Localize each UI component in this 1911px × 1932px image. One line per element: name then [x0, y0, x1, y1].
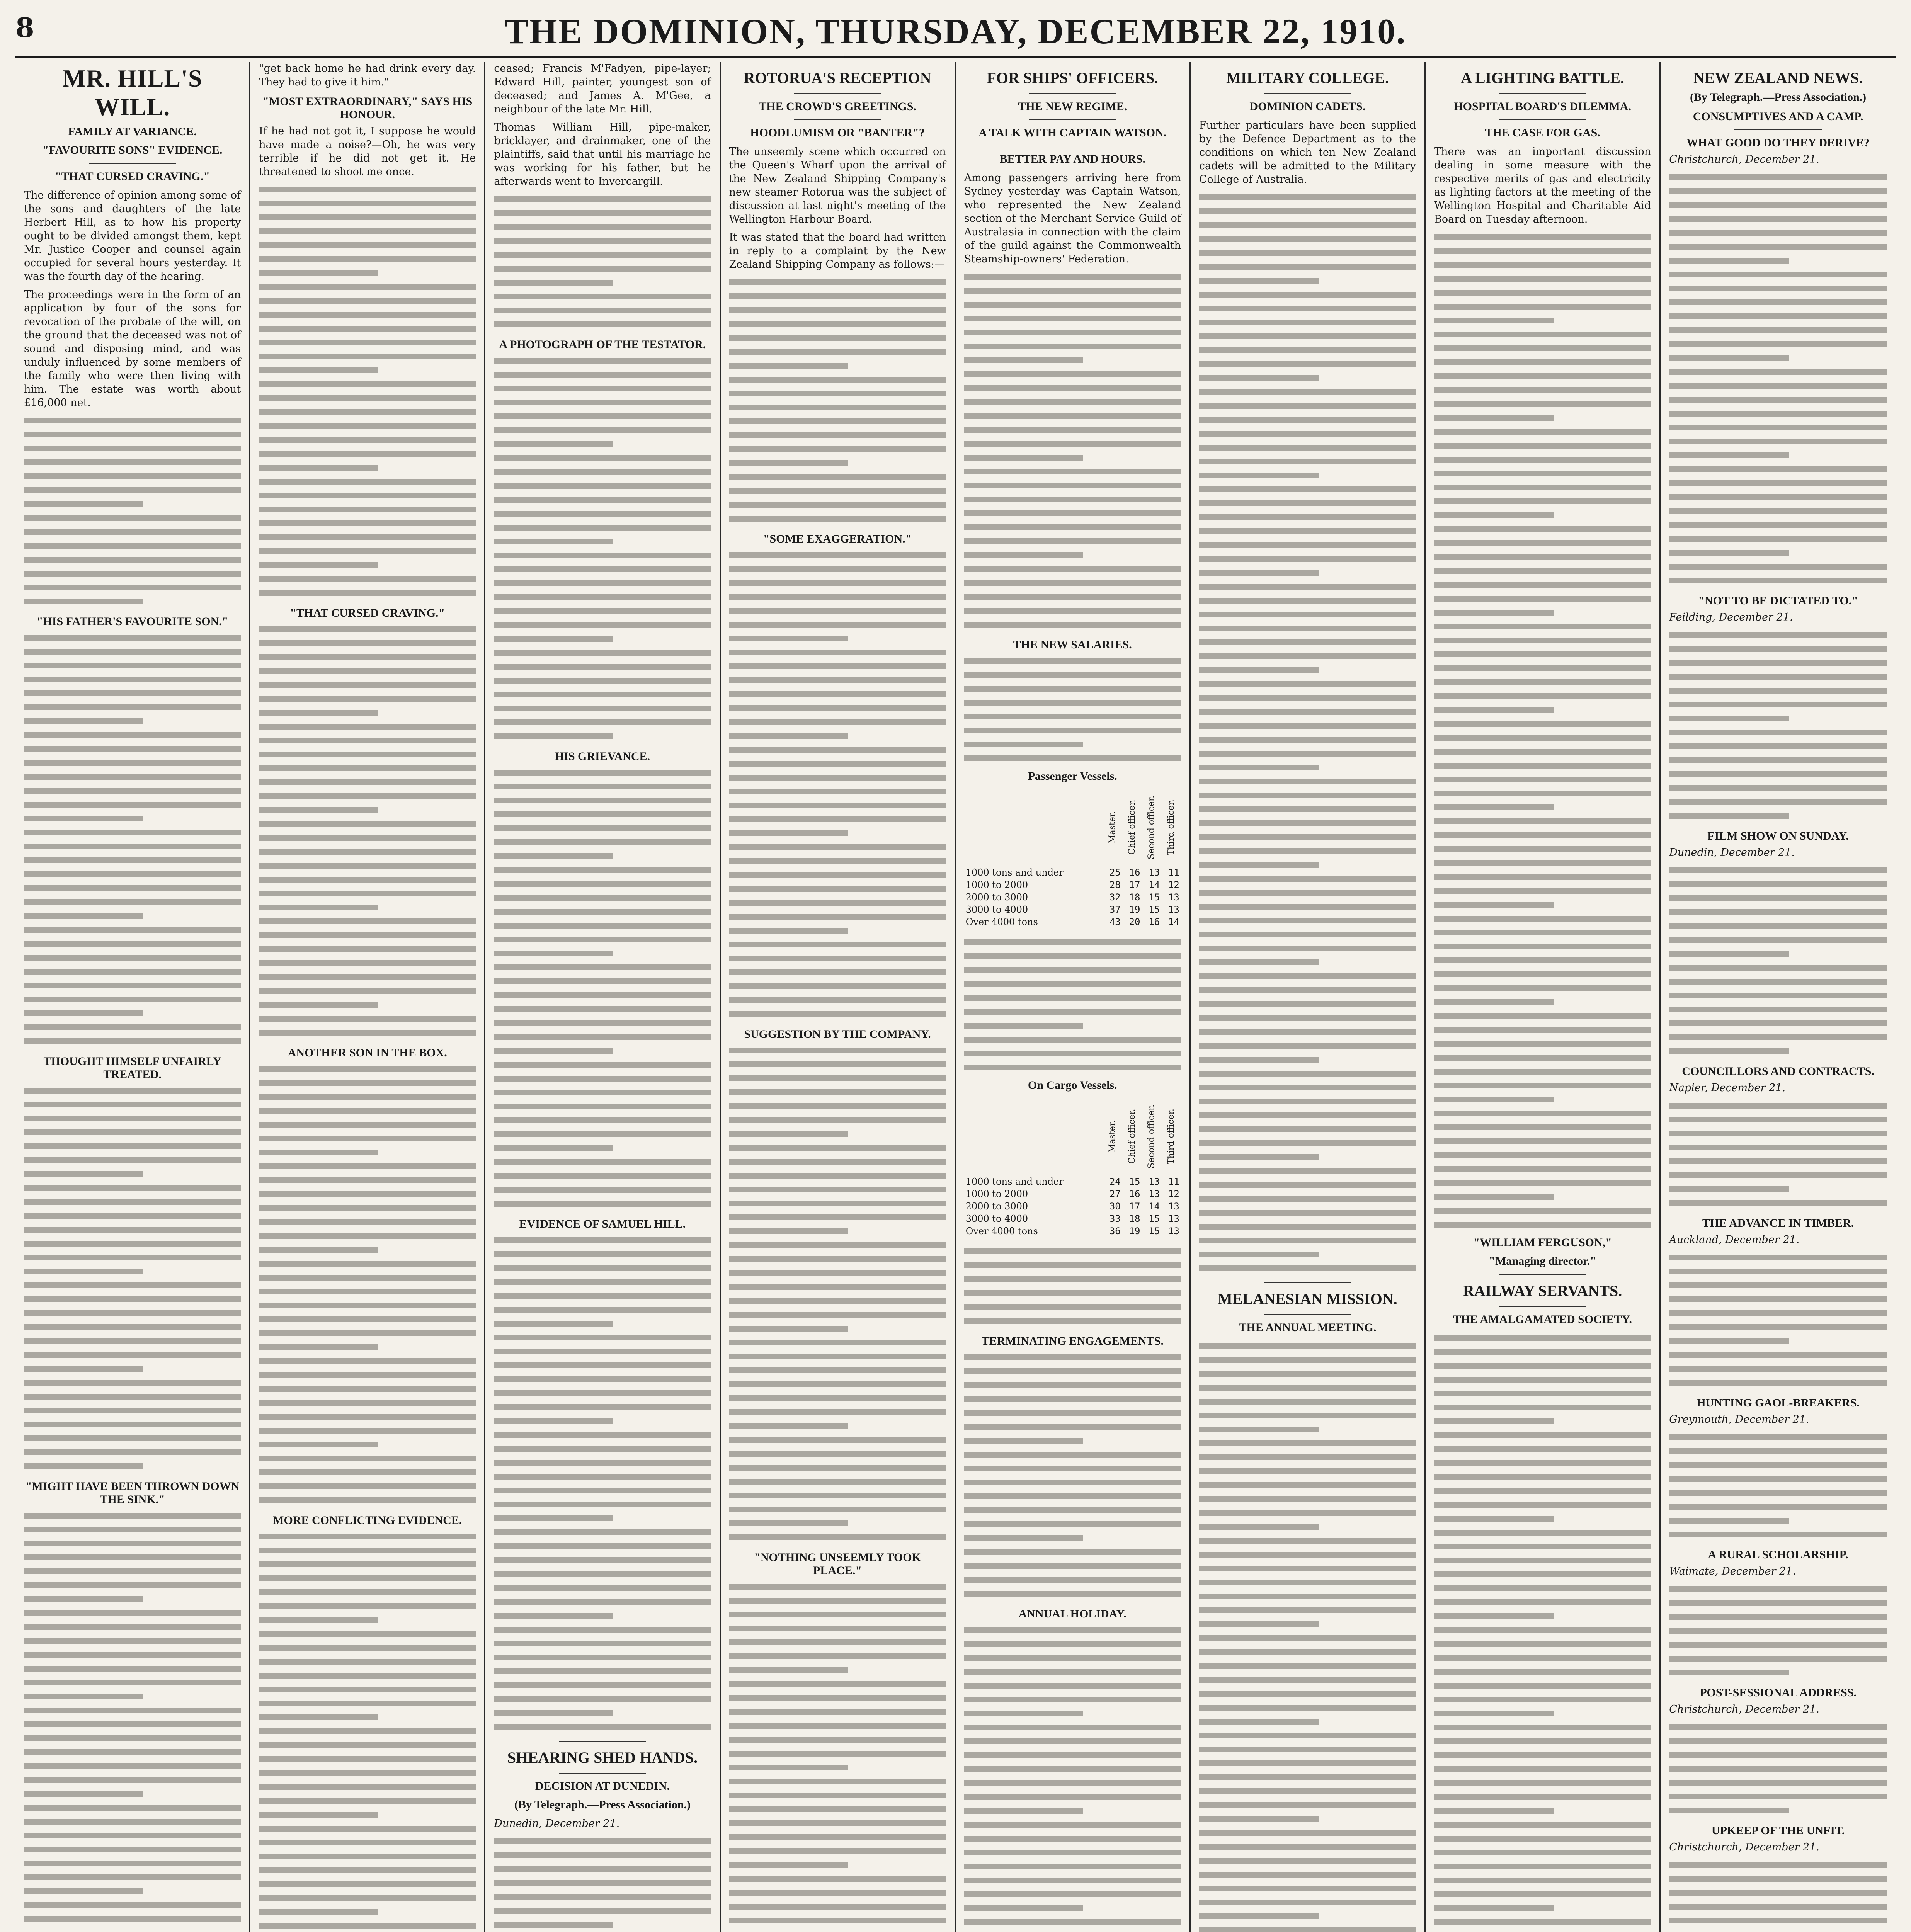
table-row-label: Over 4000 tons	[965, 1226, 1038, 1236]
body-text-lines	[1669, 171, 1887, 588]
body-text-lines	[1669, 1251, 1887, 1390]
table-col-header: Second officer.	[1147, 1104, 1157, 1168]
table-cell: 17	[1129, 1201, 1140, 1212]
table-cell: 16	[1129, 1189, 1140, 1199]
body-text-lines	[964, 1624, 1181, 1930]
section-heading: TERMINATING ENGAGEMENTS.	[981, 1335, 1164, 1347]
body-text-lines	[259, 1063, 476, 1508]
headline: RAILWAY SERVANTS.	[1463, 1282, 1622, 1299]
column-3	[485, 62, 720, 1932]
table-row	[964, 1175, 1181, 1188]
table-cell: 30	[1109, 1201, 1121, 1212]
table-cell: 17	[1129, 879, 1140, 890]
masthead-title: THE DOMINION, THURSDAY, DECEMBER 22, 1910.	[504, 12, 1407, 51]
body-text-lines	[729, 276, 946, 526]
section-heading: "NOT TO BE DICTATED TO."	[1698, 594, 1858, 607]
paragraph: The difference of opinion among some of the sons and daughters of the late Herbert Hill, as to how his property ought to be divided amongst them, kept Mr. Justice Cooper and counsel again occupied for several hours yesterday. It was the fourth day of the hearing.	[24, 189, 241, 282]
table-cell: 13	[1168, 904, 1179, 915]
table-row-label: 1000 tons and under	[965, 867, 1064, 878]
column-5	[956, 62, 1191, 1932]
body-text-lines	[259, 1530, 476, 1932]
table-col-header: Chief officer.	[1127, 799, 1137, 855]
section-heading: POST-SESSIONAL ADDRESS.	[1700, 1686, 1857, 1699]
table-cell: 13	[1168, 1226, 1179, 1236]
table-col-header: Second officer.	[1147, 795, 1157, 859]
table-row-label: 3000 to 4000	[965, 904, 1028, 915]
headline: MR. HILL'S WILL.	[62, 65, 203, 121]
table-cell: 15	[1149, 1213, 1160, 1224]
section-heading: COUNCILLORS AND CONTRACTS.	[1682, 1065, 1874, 1078]
masthead	[15, 11, 1896, 58]
table-row	[964, 903, 1181, 916]
table-cell: 20	[1129, 917, 1140, 927]
dateline: Auckland, December 21.	[1669, 1234, 1800, 1246]
subhead: DECISION AT DUNEDIN.	[535, 1780, 670, 1793]
paragraph: The unseemly scene which occurred on the Queen's Wharf upon the arrival of the New Zealand Shipping Company's new steamer Rotorua was the subject of discussion at last night's meeting of the Wellington Harbour Board.	[729, 146, 946, 225]
column-2	[250, 62, 485, 1932]
section-heading: EVIDENCE OF SAMUEL HILL.	[519, 1218, 686, 1230]
dateline: Feilding, December 21.	[1669, 611, 1793, 623]
body-text-lines	[1669, 1431, 1887, 1542]
body-text-lines	[729, 1580, 946, 1932]
table-row-label: 1000 tons and under	[965, 1176, 1064, 1187]
body-text-lines	[964, 1351, 1181, 1601]
body-text-lines	[964, 270, 1181, 632]
paragraph: There was an important discussion dealing in some measure with the respective merits of gas and electricity as lighting factors at the meeting of the Wellington Hospital and Charitable Aid Board on Tuesday afternoon.	[1434, 146, 1651, 225]
section-heading: ANNUAL HOLIDAY.	[1018, 1607, 1127, 1620]
table-row-label: 1000 to 2000	[965, 1189, 1028, 1199]
headline: MELANESIAN MISSION.	[1218, 1290, 1397, 1308]
subhead: BETTER PAY AND HOURS.	[999, 153, 1145, 165]
dateline: Christchurch, December 21.	[1669, 1841, 1820, 1853]
section-heading: ANOTHER SON IN THE BOX.	[288, 1046, 447, 1059]
table-cell: 14	[1149, 1201, 1160, 1212]
headline: MILITARY COLLEGE.	[1226, 69, 1389, 87]
section-heading: A PHOTOGRAPH OF THE TESTATOR.	[499, 338, 706, 351]
body-text-lines	[259, 623, 476, 1040]
section-heading: "HIS FATHER'S FAVOURITE SON."	[36, 615, 228, 628]
table-cell: 13	[1149, 867, 1160, 878]
table-col-header: Master.	[1107, 811, 1117, 844]
headline: NEW ZEALAND NEWS.	[1693, 69, 1863, 87]
subhead: THE CASE FOR GAS.	[1485, 126, 1600, 139]
dateline: Dunedin, December 21.	[1669, 847, 1795, 859]
signature-title: "Managing director."	[1489, 1255, 1596, 1267]
table-title: On Cargo Vessels.	[1028, 1079, 1117, 1092]
body-text-lines	[494, 354, 711, 744]
column-8	[1661, 62, 1896, 1932]
section-heading: "MOST EXTRAORDINARY," SAYS HIS HONOUR.	[262, 95, 473, 121]
credit-line: (By Telegraph.—Press Association.)	[1690, 91, 1867, 104]
dateline: Dunedin, December 21.	[494, 1818, 620, 1830]
table-cell: 24	[1109, 1176, 1121, 1187]
subhead: THE CROWD'S GREETINGS.	[759, 100, 916, 113]
table-col-header: Master.	[1107, 1120, 1117, 1153]
section-heading: HIS GRIEVANCE.	[555, 750, 650, 763]
table-row	[964, 866, 1181, 879]
table-cell: 16	[1129, 867, 1140, 878]
table-cell: 11	[1168, 1176, 1179, 1187]
subhead: THE NEW REGIME.	[1018, 100, 1127, 113]
subhead: A TALK WITH CAPTAIN WATSON.	[978, 126, 1167, 139]
table-cell: 36	[1109, 1226, 1121, 1236]
table-row-label: Over 4000 tons	[965, 917, 1038, 927]
section-heading: FILM SHOW ON SUNDAY.	[1707, 830, 1849, 842]
body-text-lines	[964, 655, 1181, 766]
section-heading: MORE CONFLICTING EVIDENCE.	[273, 1514, 462, 1527]
table-cell: 15	[1129, 1176, 1140, 1187]
table-cell: 11	[1168, 867, 1179, 878]
section-heading: "MIGHT HAVE BEEN THROWN DOWN THE SINK."	[25, 1480, 240, 1506]
table-cell: 28	[1109, 879, 1121, 890]
table-cell: 15	[1149, 1226, 1160, 1236]
table-row	[964, 1213, 1181, 1225]
body-text-lines	[1669, 864, 1887, 1059]
page-number: 8	[15, 12, 34, 44]
table-cell: 13	[1168, 1213, 1179, 1224]
body-text-lines	[24, 1509, 241, 1927]
table-row-label: 2000 to 3000	[965, 1201, 1028, 1212]
table-cell: 43	[1109, 917, 1121, 927]
body-text-lines	[1669, 629, 1887, 823]
body-text-lines	[494, 766, 711, 1211]
section-heading: UPKEEP OF THE UNFIT.	[1711, 1824, 1845, 1837]
column-7	[1426, 62, 1661, 1932]
table-cell: 14	[1168, 917, 1179, 927]
table-col-header: Chief officer.	[1127, 1109, 1137, 1164]
section-heading: CONSUMPTIVES AND A CAMP.	[1693, 110, 1863, 123]
headline: A LIGHTING BATTLE.	[1461, 69, 1624, 87]
table-cell: 13	[1149, 1176, 1160, 1187]
headline: SHEARING SHED HANDS.	[507, 1749, 698, 1766]
table-col-header: Third officer.	[1166, 799, 1176, 855]
paragraph: Among passengers arriving here from Sydney yesterday was Captain Watson, who represented the New Zealand section of the Merchant Service Guild of Australasia in connection with the claim of the guild against the Commonwealth Steamship-owners' Federation.	[964, 172, 1181, 265]
cargo-vessels-table	[964, 1097, 1181, 1237]
subhead: THE ANNUAL MEETING.	[1239, 1321, 1377, 1334]
signature: "WILLIAM FERGUSON,"	[1473, 1236, 1612, 1249]
table-cell: 16	[1149, 917, 1160, 927]
dateline: Christchurch, December 21.	[1669, 153, 1820, 165]
dateline: Waimate, December 21.	[1669, 1565, 1796, 1577]
body-text-lines	[729, 1044, 946, 1545]
body-text-lines	[1669, 1721, 1887, 1818]
body-text-lines	[259, 183, 476, 600]
paragraph: Thomas William Hill, pipe-maker, bricklayer, and drainmaker, one of the plaintiffs, said that until his marriage he was working for his father, but he afterwards went to Invercargill.	[494, 121, 711, 187]
column-6	[1191, 62, 1426, 1932]
table-row	[964, 1200, 1181, 1213]
section-heading: A RURAL SCHOLARSHIP.	[1708, 1548, 1848, 1561]
table-cell: 14	[1149, 879, 1160, 890]
subhead: HOODLUMISM OR "BANTER"?	[750, 126, 925, 139]
section-heading: "SOME EXAGGERATION."	[763, 532, 912, 545]
body-text-lines	[1434, 231, 1651, 1232]
section-heading: "THAT CURSED CRAVING."	[290, 607, 445, 619]
table-row-label: 1000 to 2000	[965, 879, 1028, 890]
subhead: FAMILY AT VARIANCE.	[68, 125, 197, 138]
subhead: THE AMALGAMATED SOCIETY.	[1453, 1313, 1632, 1326]
table-cell: 25	[1109, 867, 1121, 878]
subhead: "FAVOURITE SONS" EVIDENCE.	[42, 144, 223, 156]
column-4	[721, 62, 956, 1932]
table-row	[964, 916, 1181, 928]
dateline: Christchurch, December 21.	[1669, 1703, 1820, 1715]
section-heading: THE NEW SALARIES.	[1013, 638, 1132, 651]
table-row	[964, 879, 1181, 891]
body-text-lines	[24, 414, 241, 609]
body-text-lines	[964, 936, 1181, 1075]
paragraph: "get back home he had drink every day. They had to give it him."	[259, 63, 476, 88]
table-row	[964, 1225, 1181, 1237]
table-row-label: 2000 to 3000	[965, 892, 1028, 903]
body-text-lines	[24, 1084, 241, 1474]
table-cell: 27	[1109, 1189, 1121, 1199]
body-text-lines	[494, 193, 711, 332]
table-cell: 12	[1168, 879, 1179, 890]
body-text-lines	[1669, 1859, 1887, 1932]
section-heading: SUGGESTION BY THE COMPANY.	[744, 1028, 931, 1041]
table-cell: 15	[1149, 904, 1160, 915]
body-text-lines	[1199, 1340, 1416, 1932]
passenger-vessels-table	[964, 788, 1181, 928]
table-cell: 13	[1168, 892, 1179, 903]
section-heading: WHAT GOOD DO THEY DERIVE?	[1686, 136, 1870, 149]
columns	[15, 62, 1896, 1932]
body-text-lines	[494, 1835, 711, 1932]
subhead: DOMINION CADETS.	[1249, 100, 1366, 113]
body-text-lines	[1434, 1332, 1651, 1932]
paragraph: It was stated that the board had written in reply to a complaint by the New Zealand Shipping Company as follows:—	[729, 231, 946, 270]
table-row-label: 3000 to 4000	[965, 1213, 1028, 1224]
dateline: Napier, December 21.	[1669, 1082, 1785, 1094]
table-cell: 18	[1129, 892, 1140, 903]
paragraph: If he had not got it, I suppose he would have made a noise?—Oh, he was very terrible if he did not get it. He threatened to shoot me once.	[259, 125, 476, 178]
body-text-lines	[1669, 1583, 1887, 1680]
table-cell: 32	[1109, 892, 1121, 903]
body-text-lines	[1199, 191, 1416, 1276]
paragraph: ceased; Francis M'Fadyen, pipe-layer; Edward Hill, painter, youngest son of deceased; and James A. M'Gee, a neighbour of the late Mr. Hill.	[494, 63, 711, 115]
section-heading: THE ADVANCE IN TIMBER.	[1702, 1217, 1854, 1230]
body-text-lines	[1669, 1099, 1887, 1211]
credit-line: (By Telegraph.—Press Association.)	[514, 1798, 691, 1811]
table-title: Passenger Vessels.	[1028, 770, 1117, 782]
paragraph: Further particulars have been supplied by the Defence Department as to the conditions on which ten New Zealand cadets will be admitted to the Military College of Australia.	[1199, 119, 1416, 185]
table-col-header: Third officer.	[1166, 1109, 1176, 1164]
subhead: "THAT CURSED CRAVING."	[55, 170, 210, 183]
subhead: HOSPITAL BOARD'S DILEMMA.	[1454, 100, 1631, 113]
column-1	[15, 62, 250, 1932]
table-row	[964, 891, 1181, 903]
table-cell: 13	[1168, 1201, 1179, 1212]
table-row	[964, 1188, 1181, 1200]
table-cell: 19	[1129, 904, 1140, 915]
body-text-lines	[494, 1234, 711, 1735]
table-cell: 13	[1149, 1189, 1160, 1199]
table-cell: 19	[1129, 1226, 1140, 1236]
table-cell: 18	[1129, 1213, 1140, 1224]
headline: ROTORUA'S RECEPTION	[744, 69, 931, 87]
paragraph: The proceedings were in the form of an application by four of the sons for revocation of the probate of the will, on the ground that the deceased was not of sound and disposing mind, and was unduly influenced by some members of the family who were then living with him. The estate was worth about £16,000 net.	[24, 289, 241, 409]
section-heading: THOUGHT HIMSELF UNFAIRLY TREATED.	[43, 1055, 221, 1081]
section-heading: "NOTHING UNSEEMLY TOOK PLACE."	[754, 1551, 921, 1577]
body-text-lines	[729, 549, 946, 1022]
table-cell: 37	[1109, 904, 1121, 915]
body-text-lines	[964, 1245, 1181, 1328]
section-heading: HUNTING GAOL-BREAKERS.	[1697, 1396, 1860, 1409]
dateline: Greymouth, December 21.	[1669, 1413, 1809, 1425]
headline: FOR SHIPS' OFFICERS.	[987, 69, 1158, 87]
table-cell: 33	[1109, 1213, 1121, 1224]
body-text-lines	[24, 631, 241, 1049]
table-cell: 15	[1149, 892, 1160, 903]
table-cell: 12	[1168, 1189, 1179, 1199]
